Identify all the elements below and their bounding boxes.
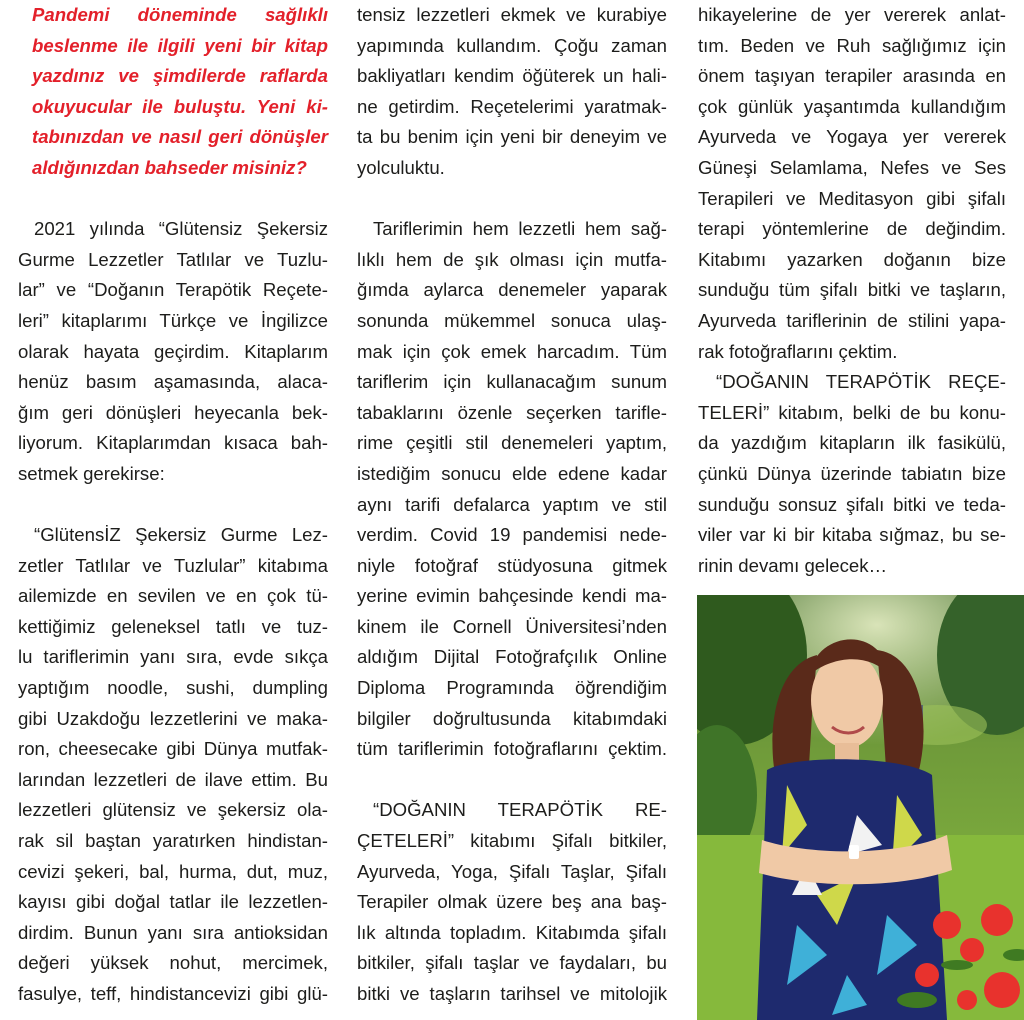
text-line: setmek gerekirse:: [18, 462, 165, 484]
text-line: ailemizde en sevilen ve en çok tü-: [18, 585, 328, 607]
text-line: Ayurveda tariflerinin de stilini yapa-: [698, 309, 1006, 331]
text-line: çünkü Dünya üzerinde tabiatın bize: [698, 462, 1006, 484]
question-line: beslenme ile ilgili yeni bir kitap: [32, 34, 328, 56]
text-line: Gurme Lezzetler Tatlılar ve Tuzlu-: [18, 248, 328, 270]
text-line: ron, cheesecake gibi Dünya mutfak-: [18, 738, 328, 760]
text-line: “GlütensİZ Şekersiz Gurme Lez-: [34, 524, 328, 546]
text-line: Güneşi Selamlama, Nefes ve Ses: [698, 156, 1006, 178]
text-line: 2021 yılında “Glütensiz Şekersiz: [34, 218, 328, 240]
text-line: Ayurveda, Yoga, Şifalı Taşlar, Şifalı: [357, 860, 667, 882]
text-line: lık altında topladım. Kitabımda şifalı: [357, 921, 667, 943]
column-3: [698, 0, 1006, 581]
text-line: olarak hayata geçirdim. Kitaplarım: [18, 340, 328, 362]
text-line: ÇETELERİ” kitabımı Şifalı bitkiler,: [357, 830, 667, 852]
text-line: çok günlük yaşantımda kullandığım: [698, 95, 1006, 117]
text-line: fasulye, teff, hindistancevizi gibi glü-: [18, 983, 328, 1004]
text-line: “DOĞANIN TERAPÖTİK REÇE-: [716, 371, 1006, 393]
text-line: bakliyatları kendim öğüterek un hali-: [357, 65, 667, 87]
text-line: tabaklarını özenle seçerken tarifle-: [357, 401, 667, 423]
text-line: bitki ve taşların tarihsel ve mitolojik: [357, 983, 667, 1004]
text-line: Kitabımı yazarken doğanın bize: [698, 248, 1006, 270]
text-line: terapi yöntemlerine de değindim.: [698, 218, 1006, 240]
question-line: okuyucular ile buluştu. Yeni ki-: [32, 95, 328, 117]
text-line: önem taşıyan terapiler arasında en: [698, 65, 1006, 87]
photo-illustration: [697, 595, 1024, 1020]
text-line: tariflerim için kullanacağım sunum: [357, 371, 667, 393]
text-line: leri” kitaplarımı Türkçe ve İngilizce: [18, 309, 328, 331]
text-line: ta bu benim için yeni bir deneyim ve: [357, 126, 667, 148]
text-line: liyorum. Kitaplarımdan kısaca bah-: [18, 432, 328, 454]
answer-paragraph-5: [357, 795, 667, 1009]
answer-paragraph-2: [18, 520, 328, 1010]
text-line: kettiğimiz geleneksel tatlı ve tuz-: [18, 615, 328, 637]
text-line: Terapileri ve Meditasyon gibi şifalı: [698, 187, 1006, 209]
answer-paragraph-7: [698, 367, 1006, 581]
text-line: “DOĞANIN TERAPÖTİK RE-: [373, 799, 667, 821]
text-line: bitkiler, şifalı taşlar ve faydaları, bu: [357, 952, 667, 974]
text-line: zetler Tatlılar ve Tuzlular” kitabıma: [18, 554, 328, 576]
text-line: rak sil baştan yaratırken hindistan-: [18, 830, 328, 852]
text-line: da yazdığım kitapların ilk fasikülü,: [698, 432, 1006, 454]
text-line: niyle fotoğraf stüdyosuna gitmek: [357, 554, 667, 576]
text-line: cevizi şekeri, bal, hurma, dut, muz,: [18, 860, 328, 882]
answer-paragraph-1: [18, 214, 328, 489]
text-line: gibi Uzakdoğu lezzetlerini ve maka-: [18, 707, 328, 729]
text-line: dirdim. Bunun yanı sıra antioksidan: [18, 921, 328, 943]
text-line: yapımında kullandım. Çoğu zaman: [357, 34, 667, 56]
text-line: aynı tarifi defalarca yaptım ve stil: [357, 493, 667, 515]
text-line: lar” ve “Doğanın Terapötik Reçete-: [18, 279, 328, 301]
answer-paragraph-3: [357, 0, 667, 184]
text-line: hikayelerine de yer vererek anlat-: [698, 4, 1006, 25]
answer-paragraph-4: [357, 214, 667, 765]
text-line: tensiz lezzetleri ekmek ve kurabiye: [357, 4, 667, 25]
text-line: kinem ile Cornell Üniversitesi’nden: [357, 615, 667, 637]
text-line: rinin devamı gelecek…: [698, 554, 888, 576]
text-line: ğım geri dönüşleri heyecanla bek-: [18, 401, 328, 423]
text-line: mak için çok emek harcadım. Tüm: [357, 340, 667, 362]
column-1: [18, 0, 328, 1010]
author-portrait-photo: [697, 595, 1024, 1020]
text-line: Ayurveda ve Yogaya yer vererek: [698, 126, 1006, 148]
text-line: bilgiler doğrultusunda kitabımdaki: [357, 707, 667, 729]
text-line: Terapiler olmak üzere beş ana baş-: [357, 891, 667, 913]
text-line: larından lezzetleri de ilave ettim. Bu: [18, 768, 328, 790]
text-line: aldığım Dijital Fotoğrafçılık Online: [357, 646, 667, 668]
text-line: değeri yüksek nohut, mercimek,: [18, 952, 328, 974]
text-line: yaptığım noodle, sushi, dumpling: [18, 677, 328, 699]
text-line: sonunda mükemmel sonuca ulaş-: [357, 309, 667, 331]
text-line: tüm tariflerimin fotoğraflarını çektim.: [357, 738, 667, 760]
text-line: tım. Beden ve Ruh sağlığımız için: [698, 34, 1006, 56]
text-line: lıklı hem de şık olması için mutfa-: [357, 248, 667, 270]
text-line: verdim. Covid 19 pandemisi nede-: [357, 524, 667, 546]
question-line: Pandemi döneminde sağlıklı: [32, 4, 328, 25]
text-line: ğımda aylarca denemeler yaparak: [357, 279, 667, 301]
text-line: kayısı gibi doğal tatlar ile lezzetlen-: [18, 891, 328, 913]
interview-question: [18, 0, 328, 184]
text-line: sunduğu tüm şifalı bitki ve taşların,: [698, 279, 1006, 301]
text-line: rak fotoğraflarını çektim.: [698, 340, 898, 362]
text-line: lezzetleri glütensiz ve şekersiz ola-: [18, 799, 328, 821]
text-line: TELERİ” kitabım, belki de bu konu-: [698, 401, 1006, 423]
question-line: tabınızdan ve nasıl geri dönüşler: [32, 126, 328, 148]
text-line: Diploma Programında öğrendiğim: [357, 677, 667, 699]
column-2: [357, 0, 667, 1010]
answer-paragraph-6: [698, 0, 1006, 367]
text-line: yolculuktu.: [357, 156, 445, 178]
text-line: lu tariflerimin yanı sıra, evde sıkça: [18, 646, 328, 668]
text-line: rime çeşitli stil denemeleri yaptım,: [357, 432, 667, 454]
text-line: yerine evimin bahçesinde kendi ma-: [357, 585, 667, 607]
text-line: Tariflerimin hem lezzetli hem sağ-: [373, 218, 667, 240]
text-line: viler var ki bir kitaba sığmaz, bu se-: [698, 524, 1006, 546]
text-line: istediğim sonucu elde edene kadar: [357, 462, 667, 484]
question-line: yazdınız ve şimdilerde raflarda: [32, 65, 328, 87]
text-line: henüz basım aşamasında, alaca-: [18, 371, 328, 393]
text-line: sunduğu sonsuz şifalı bitki ve teda-: [698, 493, 1006, 515]
text-line: ne getirdim. Reçetelerimi yaratmak-: [357, 95, 667, 117]
question-line: aldığınızdan bahseder misiniz?: [32, 156, 307, 178]
